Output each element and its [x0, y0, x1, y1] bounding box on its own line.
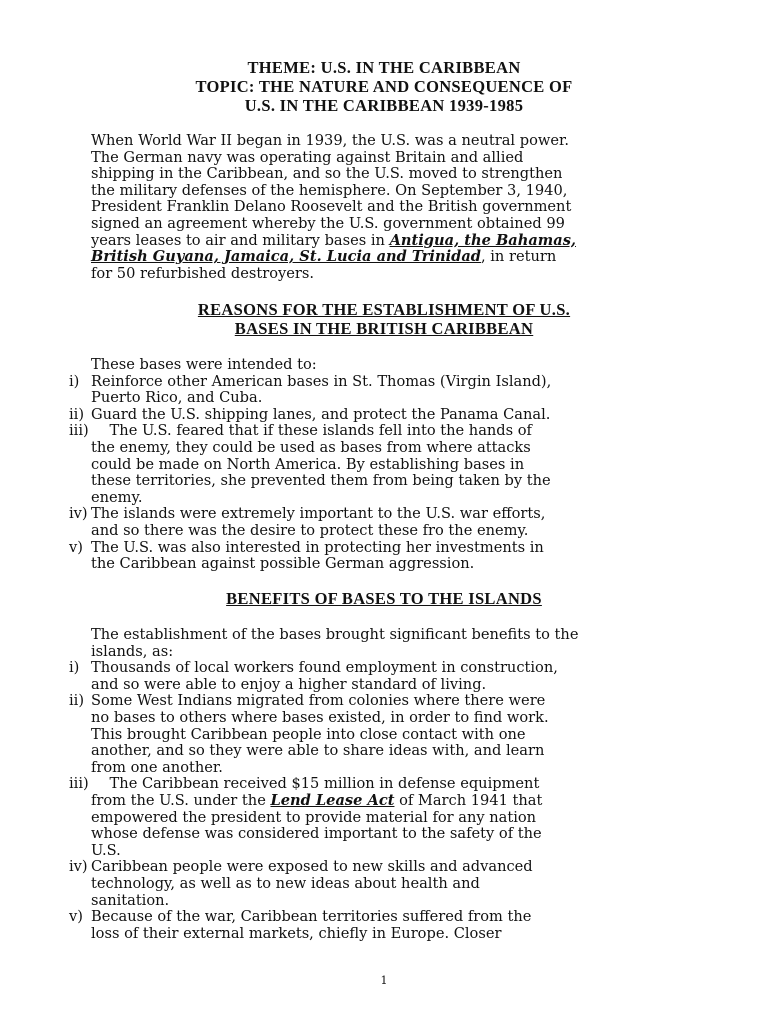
list-line: The islands were extremely important to the U.S. war efforts,	[91, 505, 546, 523]
list-item	[69, 693, 691, 776]
intro-line: The German navy was operating against Britain and allied	[91, 148, 524, 166]
document-title	[60, 58, 708, 115]
list-line: could be made on North America. By establishing bases in	[91, 455, 525, 473]
page-number: 1	[380, 974, 388, 987]
list-line: and so were able to enjoy a higher standard of living.	[91, 675, 487, 693]
intro-line	[91, 249, 691, 266]
list-line: U.S.	[91, 841, 121, 859]
list-item	[69, 909, 691, 942]
list-line: Puerto Rico, and Cuba.	[91, 389, 263, 407]
intro-line: When World War II began in 1939, the U.S. was a neutral power.	[91, 132, 569, 149]
list-item	[69, 776, 691, 859]
list-line: loss of their external markets, chiefly in Europe. Closer	[91, 924, 502, 942]
reasons-heading-line: BASES IN THE BRITISH CARIBBEAN	[234, 319, 534, 338]
list-marker: iii)	[69, 422, 89, 440]
list-item	[69, 506, 691, 539]
intro-paragraph	[91, 133, 691, 282]
title-topic-cont: U.S. IN THE CARIBBEAN 1939-1985	[244, 96, 524, 115]
list-line: empowered the president to provide material for any nation	[91, 808, 537, 826]
intro-line: for 50 refurbished destroyers.	[91, 264, 314, 282]
list-line: This brought Caribbean people into close contact with one	[91, 725, 526, 743]
list-marker: i)	[69, 372, 80, 390]
list-line: technology, as well as to new ideas about health and	[91, 874, 480, 892]
title-theme: THEME: U.S. IN THE CARIBBEAN	[247, 58, 521, 77]
list-marker: v)	[69, 908, 83, 926]
list-line: these territories, she prevented them from being taken by the	[91, 472, 551, 490]
reasons-heading	[60, 300, 708, 338]
list-line: whose defense was considered important to the safety of the	[91, 825, 542, 843]
list-marker: iv)	[69, 505, 88, 523]
list-line: from one another.	[91, 758, 223, 776]
list-line: Reinforce other American bases in St. Thomas (Virgin Island),	[91, 372, 552, 390]
list-line: Thousands of local workers found employment in construction,	[91, 659, 558, 677]
benefits-lead: islands, as:	[91, 642, 174, 660]
list-item	[69, 407, 691, 424]
list-line: The Caribbean received $15 million in defense equipment	[91, 775, 540, 793]
list-line: Guard the U.S. shipping lanes, and protect the Panama Canal.	[91, 405, 551, 423]
reasons-list	[69, 356, 691, 573]
list-marker: v)	[69, 538, 83, 556]
list-item	[69, 660, 691, 693]
intro-places-emphasis: Antigua, the Bahamas,	[389, 231, 576, 249]
list-line: sanitation.	[91, 891, 170, 909]
list-item	[69, 859, 691, 909]
intro-line: shipping in the Caribbean, and so the U.S. moved to strengthen	[91, 165, 563, 183]
list-marker: iv)	[69, 858, 88, 876]
list-line: Caribbean people were exposed to new skills and advanced	[91, 858, 533, 876]
list-line: no bases to others where bases existed, in order to find work.	[91, 708, 549, 726]
list-line: and so there was the desire to protect these fro the enemy.	[91, 521, 529, 539]
list-line: Because of the war, Caribbean territories suffered from the	[91, 908, 532, 926]
list-marker: ii)	[69, 692, 85, 710]
reasons-heading-line: REASONS FOR THE ESTABLISHMENT OF U.S.	[197, 300, 571, 319]
lend-lease-act-emphasis: Lend Lease Act	[270, 791, 395, 809]
list-line: Some West Indians migrated from colonies where there were	[91, 692, 546, 710]
list-line	[91, 793, 691, 810]
list-text: of March 1941 that	[394, 791, 543, 809]
list-item	[69, 374, 691, 407]
list-line: the enemy, they could be used as bases from where attacks	[91, 438, 531, 456]
intro-text: , in return	[480, 248, 557, 266]
intro-line: President Franklin Delano Roosevelt and the British government	[91, 198, 572, 216]
benefits-lead: The establishment of the bases brought significant benefits to the	[91, 626, 579, 643]
list-line: the Caribbean against possible German aggression.	[91, 555, 475, 573]
reasons-lead: These bases were intended to:	[91, 356, 317, 373]
list-marker: iii)	[69, 775, 89, 793]
list-marker: ii)	[69, 405, 85, 423]
list-text: from the U.S. under the	[91, 791, 271, 809]
title-topic: TOPIC: THE NATURE AND CONSEQUENCE OF	[195, 77, 573, 96]
intro-text: years leases to air and military bases in	[91, 231, 390, 249]
list-line: another, and so they were able to share ideas with, and learn	[91, 742, 545, 760]
list-marker: i)	[69, 659, 80, 677]
intro-line: signed an agreement whereby the U.S. government obtained 99	[91, 214, 565, 232]
list-line: The U.S. feared that if these islands fell into the hands of	[91, 422, 532, 440]
benefits-heading: BENEFITS OF BASES TO THE ISLANDS	[226, 589, 542, 608]
list-item	[69, 423, 691, 506]
list-item	[69, 540, 691, 573]
list-line: enemy.	[91, 488, 143, 506]
intro-line: the military defenses of the hemisphere. On September 3, 1940,	[91, 181, 568, 199]
intro-places-emphasis: British Guyana, Jamaica, St. Lucia and Trinidad	[91, 248, 481, 266]
list-line: The U.S. was also interested in protecting her investments in	[91, 538, 544, 556]
intro-line	[91, 233, 691, 250]
benefits-list	[69, 626, 691, 942]
